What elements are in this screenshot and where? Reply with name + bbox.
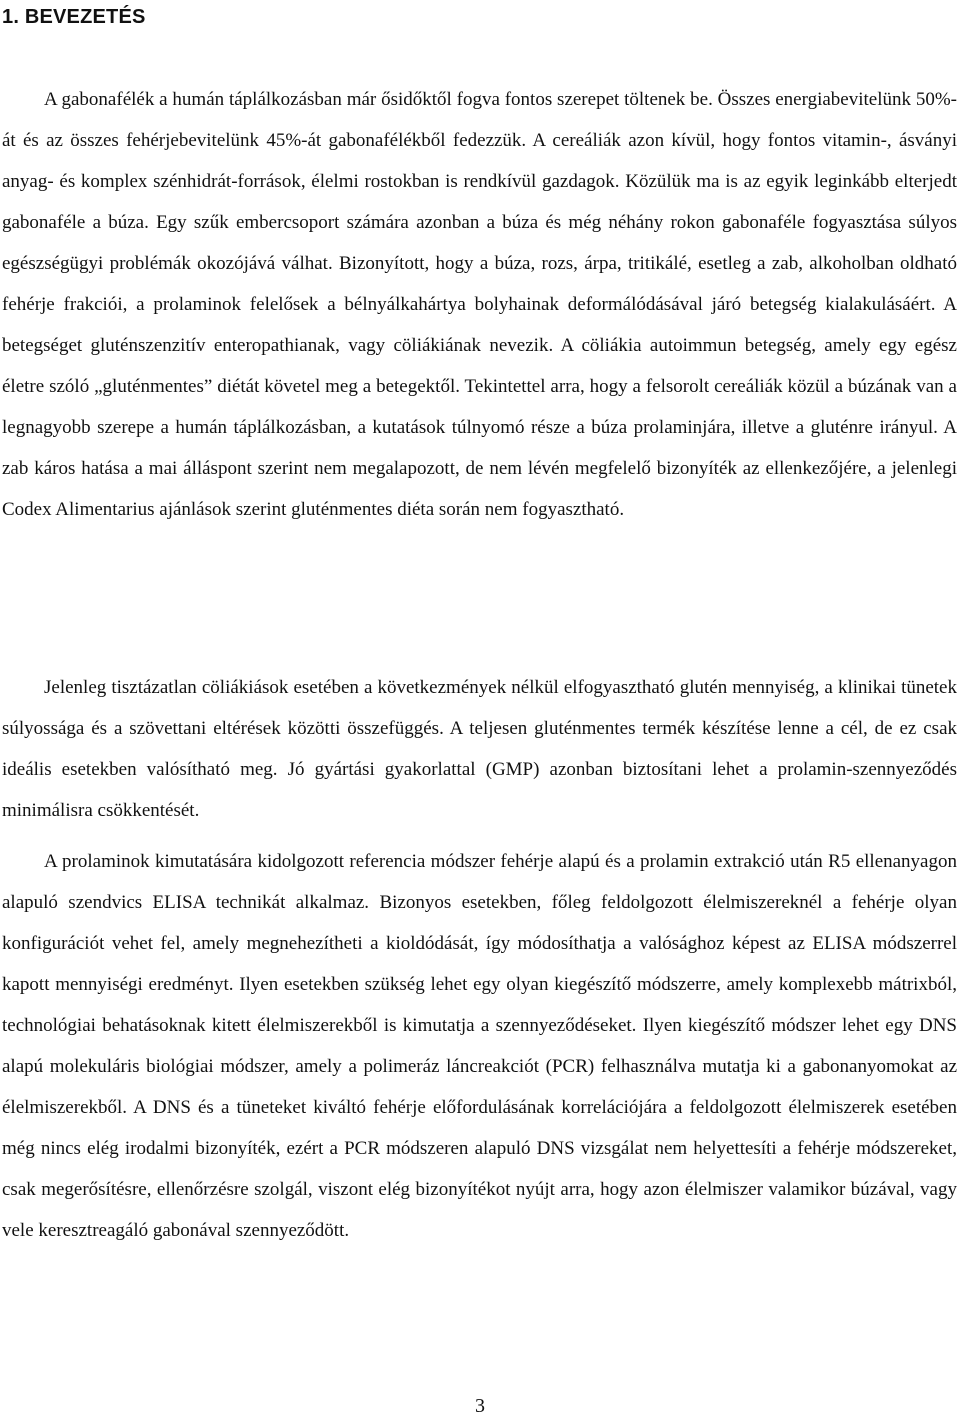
body-paragraph: A gabonafélék a humán táplálkozásban már ősidőktől fogva fontos szerepet töltenek be. Összes energiabevitelünk 50%-át és az összes fehérjebevitelünk 45%-át gabonafélékből fedezzük. A cereáliák azon kívül, hogy fontos vitamin-, ásványi anyag- és komplex szénhidrát-források, élelmi rostokban is rendkívül gazdagok. Közülük ma is az egyik leginkább elterjedt gabonaféle a búza. Egy szűk embercsoport számára azonban a búza és még néhány rokon gabonaféle fogyasztása súlyos egészségügyi problémák okozójává válhat. Bizonyított, hogy a búza, rozs, árpa, tritikálé, esetleg a zab, alkoholban oldható fehérje frakciói, a prolaminok felelősek a bélnyálkahártya bolyhainak deformálódásával járó betegség kialakulásáért. A betegséget gluténszenzitív enteropathianak, vagy cöliákiának nevezik. A cöliákia autoimmun betegség, amely egy egész életre szóló „gluténmentes” diétát követel meg a betegektől. Tekintettel arra, hogy a felsorolt cereáliák közül a búzának van a legnagyobb szerepe a humán táplálkozásban, a kutatások túlnyomó része a búza prolaminjára, illetve a gluténre irányul. A zab káros hatása a mai álláspont szerint nem megalapozott, de nem lévén megfelelő bizonyíték az ellenkezőjére, a jelenlegi Codex Alimentarius ajánlások szerint gluténmentes diéta során nem fogyasztható. xyxy=(2,89,957,520)
body-paragraph: A prolaminok kimutatására kidolgozott referencia módszer fehérje alapú és a prolamin extrakció után R5 ellenanyagon alapuló szendvics ELISA technikát alkalmaz. Bizonyos esetekben, főleg feldolgozott élelmiszereknél a fehérje olyan konfigurációt vehet fel, amely megnehezítheti a kioldódását, így módosíthatja a valósághoz képest az ELISA módszerrel kapott mennyiségi eredményt. Ilyen esetekben szükség lehet egy olyan kiegészítő módszerre, amely komplexebb mátrixból, technológiai behatásoknak kitett élelmiszerekből is kimutatja a szennyeződéseket. Ilyen kiegészítő módszer lehet egy DNS alapú molekuláris biológiai módszer, amely a polimeráz láncreakciót (PCR) felhasználva mutatja ki a gabonanyomokat az élelmiszerekből. A DNS és a tüneteket kiváltó fehérje előfordulásának korrelációjára a feldolgozott élelmiszerek esetében még nincs elég irodalmi bizonyíték, ezért a PCR módszeren alapuló DNS vizsgálat nem helyettesíti a fehérje módszereket, csak megerősítésre, ellenőrzésre szolgál, viszont elég bizonyítékot nyújt arra, hogy azon élelmiszer valamikor búzával, vagy vele keresztreagáló gabonával szennyeződött. xyxy=(2,851,957,1241)
page-number: 3 xyxy=(475,1395,485,1417)
section-heading: 1. BEVEZETÉS xyxy=(2,6,146,28)
body-paragraph: Jelenleg tisztázatlan cöliákiások esetében a következmények nélkül elfogyasztható glutén mennyiség, a klinikai tünetek súlyossága és a szövettani eltérések közötti összefüggés. A teljesen gluténmentes termék készítése lenne a cél, de ez csak ideális esetekben valósítható meg. Jó gyártási gyakorlattal (GMP) azonban biztosítani lehet a prolamin-szennyeződés minimálisra csökkentését. xyxy=(2,677,957,821)
